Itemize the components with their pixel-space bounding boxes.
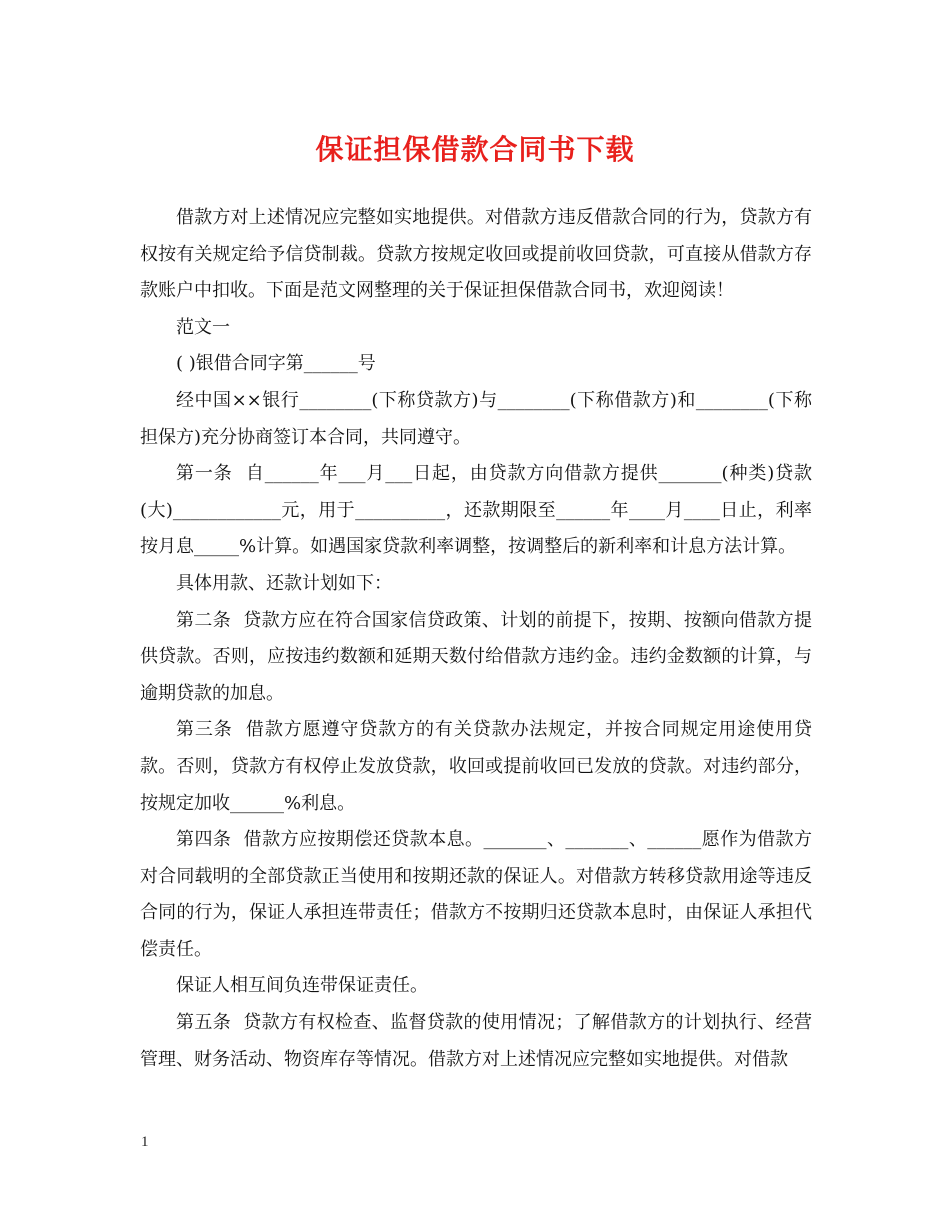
paragraph-article-3: 第三条 借款方愿遵守贷款方的有关贷款办法规定，并按合同规定用途使用贷款。否则，贷款方有权停止发放贷款，收回或提前收回已发放的贷款。对违约部分，按规定加收______%利息。 [140,719,812,814]
page-number: 1 [141,1134,149,1150]
paragraph-sample-heading: 范文一 [176,316,230,338]
document-body [140,200,812,1078]
paragraph-contract-number: ( )银借合同字第______号 [176,353,376,375]
paragraph-guarantor-liability: 保证人相互间负连带保证责任。 [176,975,428,997]
paragraph-article-1: 第一条 自______年___月___日起，由贷款方向借款方提供_______(种类)贷款(大)____________元，用于__________，还款期限至______年____月____日止，利率按月息_____%计算。如遇国家贷款利率调整，按调整后的新利率和计息方法计算。 [140,463,812,558]
paragraph-article-5: 第五条 贷款方有权检查、监督贷款的使用情况；了解借款方的计划执行、经营管理、财务活动、物资库存等情况。借款方对上述情况应完整如实地提供。对借款 [140,1012,812,1070]
paragraph-article-4: 第四条 借款方应按期偿还贷款本息。_______、_______、______愿作为借款方对合同载明的全部贷款正当使用和按期还款的保证人。对借款方转移贷款用途等违反合同的行为，保证人承担连带责任；借款方不按期归还贷款本息时，由保证人承担代偿责任。 [140,829,812,960]
paragraph-article-2: 第二条 贷款方应在符合国家信贷政策、计划的前提下，按期、按额向借款方提供贷款。否则，应按违约数额和延期天数付给借款方违约金。违约金数额的计算，与逾期贷款的加息。 [140,609,812,704]
paragraph-parties: 经中国××银行________(下称贷款方)与________(下称借款方)和________(下称担保方)充分协商签订本合同，共同遵守。 [140,389,812,448]
paragraph-intro: 借款方对上述情况应完整如实地提供。对借款方违反借款合同的行为，贷款方有权按有关规定给予信贷制裁。贷款方按规定收回或提前收回贷款，可直接从借款方存款账户中扣收。下面是范文网整理的关于保证担保借款合同书，欢迎阅读！ [140,207,812,302]
paragraph-repayment-plan: 具体用款、还款计划如下： [176,572,392,594]
document-title: 保证担保借款合同书下载 [315,133,635,166]
